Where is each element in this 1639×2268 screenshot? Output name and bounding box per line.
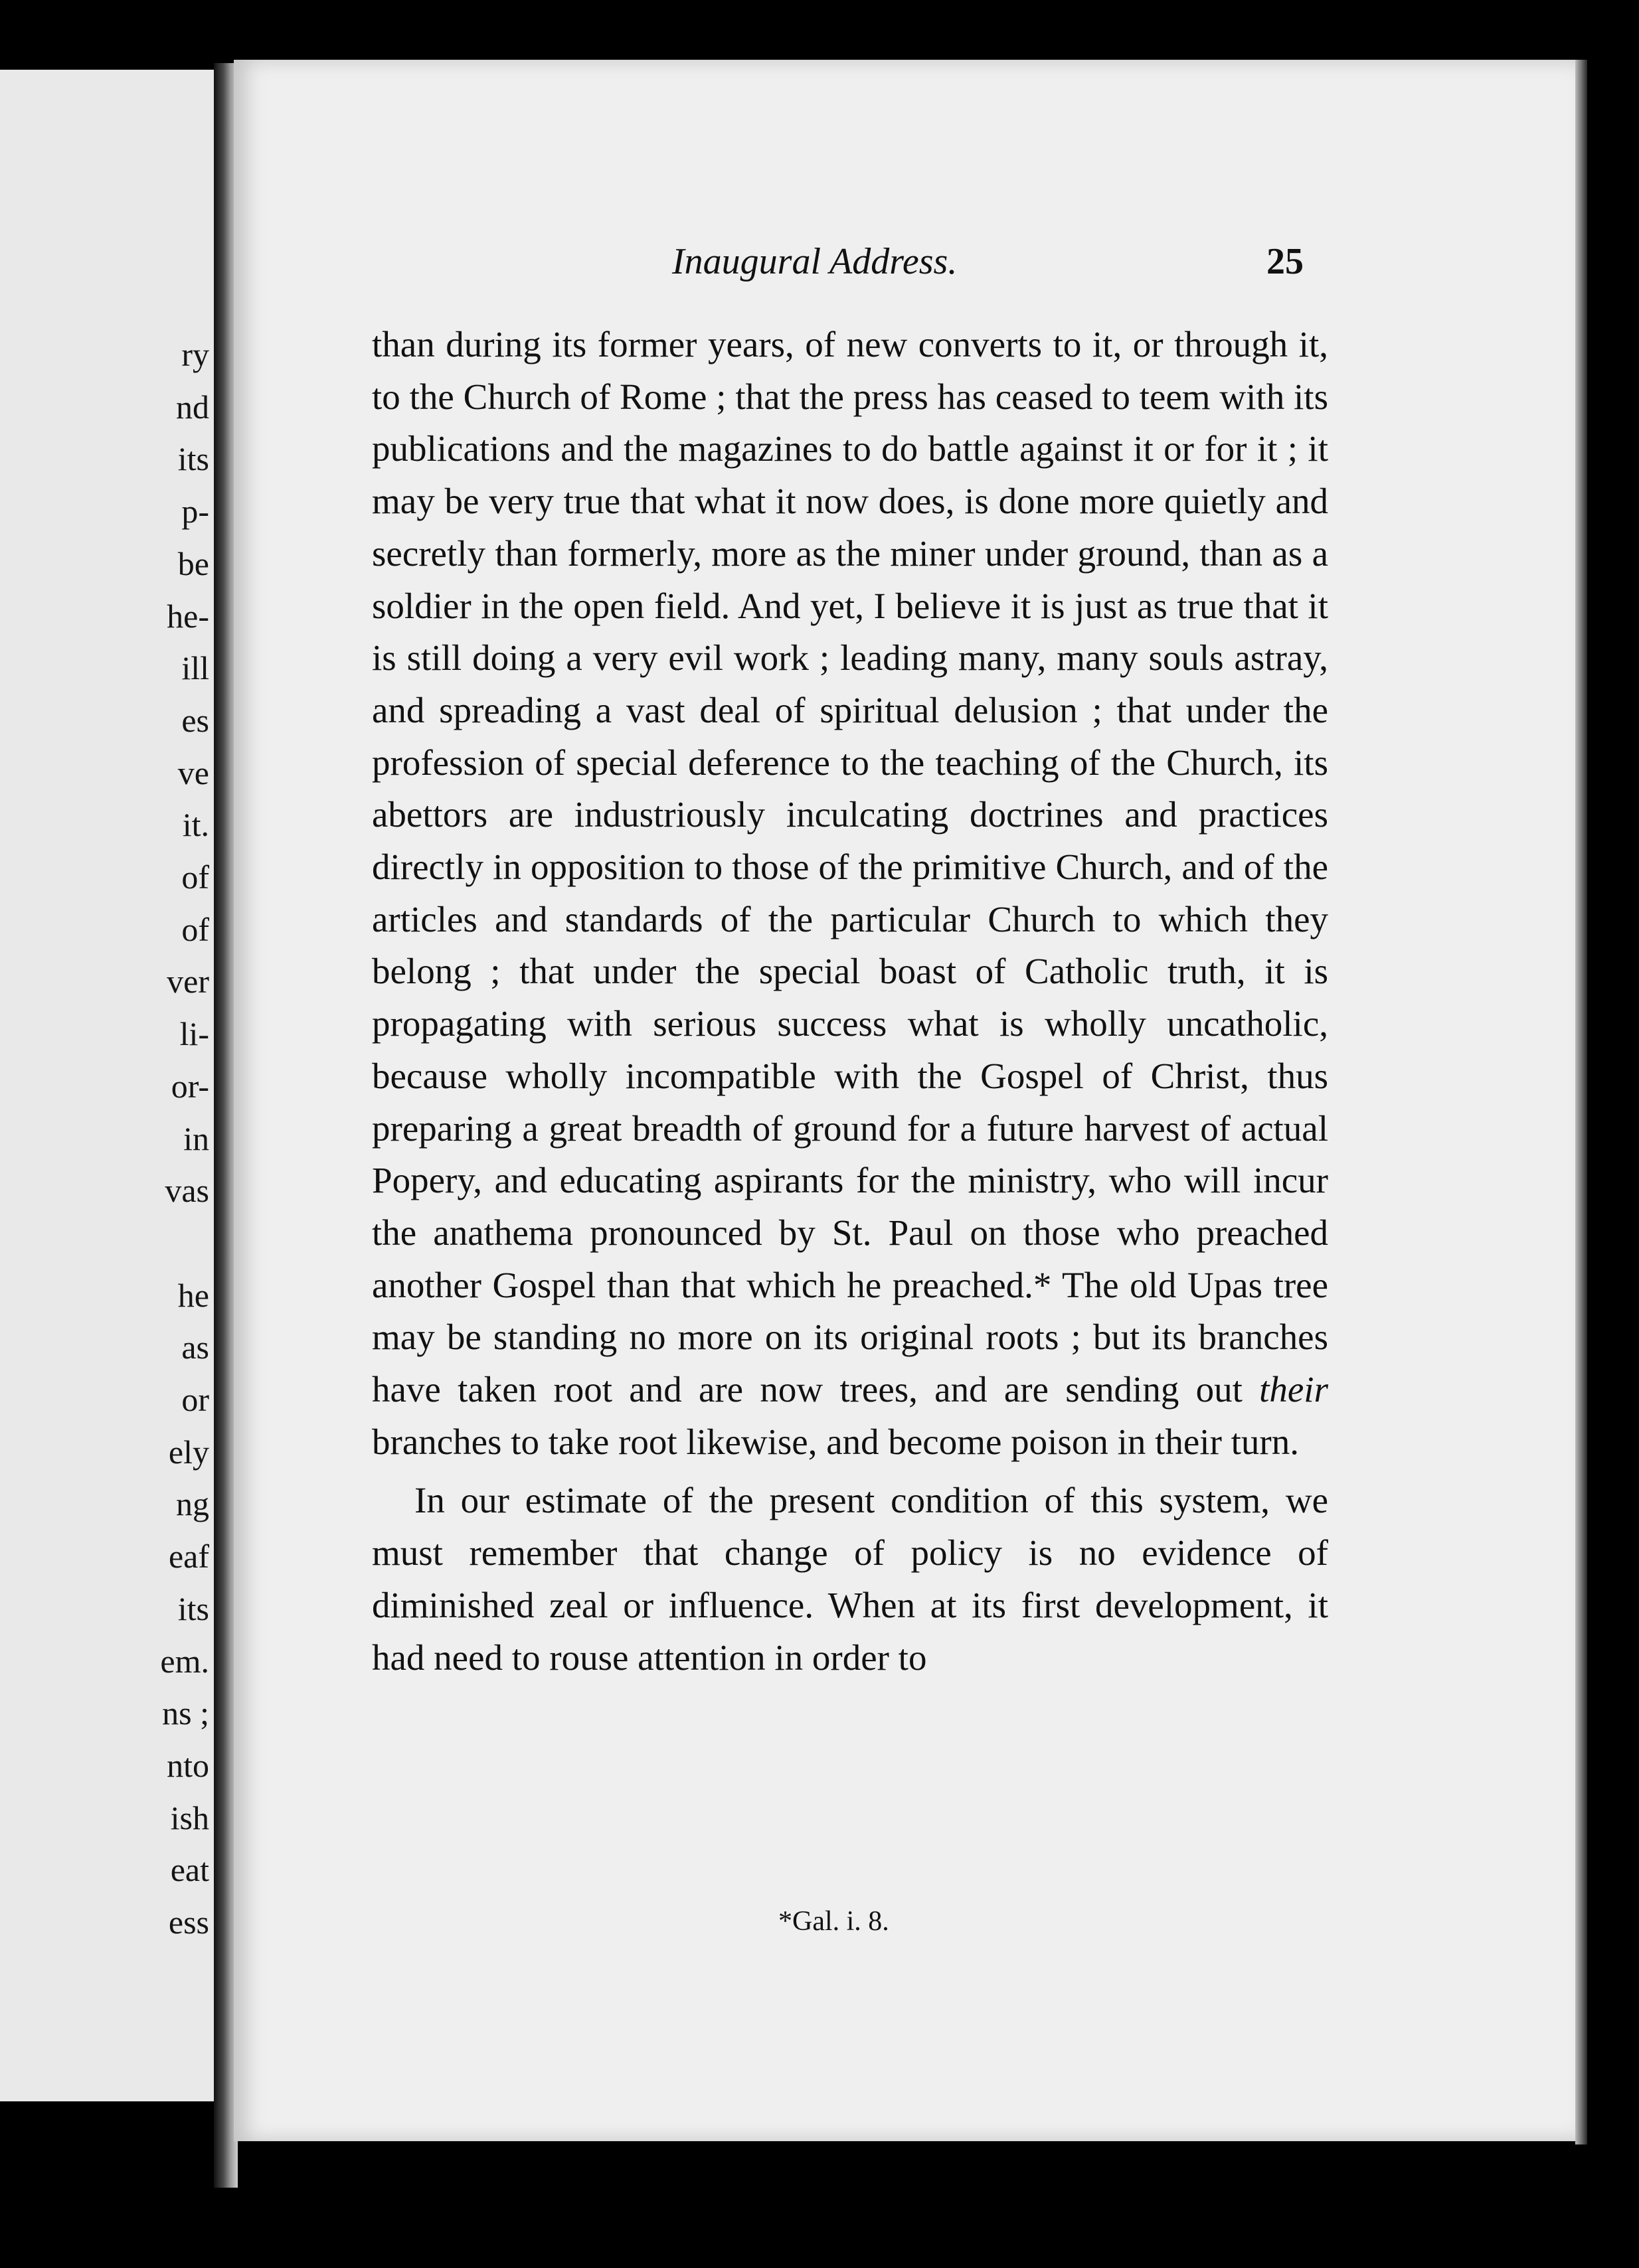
left-page-line: ry xyxy=(181,336,209,373)
left-page-line: be xyxy=(177,544,209,582)
left-page-line: ng xyxy=(176,1485,209,1523)
left-page-line: as xyxy=(181,1329,209,1366)
left-page-line: eaf xyxy=(168,1538,209,1576)
left-page-line: ns ; xyxy=(162,1694,209,1732)
page-number: 25 xyxy=(1266,241,1304,282)
left-page-line: its xyxy=(177,440,209,478)
left-page-line: p- xyxy=(181,493,209,530)
left-page-line: ely xyxy=(168,1433,209,1471)
left-page-line: eat xyxy=(170,1851,209,1889)
left-page-line: nto xyxy=(167,1746,209,1784)
left-page-line: of xyxy=(181,858,209,896)
left-page-line: nd xyxy=(176,388,209,426)
left-page-line: it. xyxy=(182,806,209,844)
left-page-line: em. xyxy=(160,1642,209,1680)
page-edge-shadow xyxy=(1575,60,1587,2145)
left-page-line: ill xyxy=(181,649,209,687)
paragraph-2: In our estimate of the present condition of this system, we must remember that change of policy is no evidence of diminished zeal or influence. When at its first development, it had need to rouse attention in order to xyxy=(372,1480,1328,1678)
left-page-line: li- xyxy=(179,1015,209,1053)
left-page-line: ess xyxy=(168,1903,209,1941)
previous-page-fragment xyxy=(0,70,229,2101)
book-page xyxy=(234,60,1575,2141)
left-page-line: its xyxy=(177,1589,209,1627)
left-page-line: or- xyxy=(171,1067,209,1105)
paragraph-1: than during its former years, of new converts to it, or through it, to the Church of Rome ; that the press has ceased to teem with its publications and the magazines to do battle against it or for it ; it may be very true that what it now does, is done more quietly and secretly than formerly, more as the miner under ground, than as a soldier in the open field. And yet, I believe it is just as true that it is still doing a very evil work ; leading many, many souls astray, and spreading a vast deal of spiritual delusion ; that under the profession of special deference to the teaching of the Church, its abettors are industriously inculcating doctrines and practices directly in opposition to those of the primitive Church, and of the articles and standards of the particular Church to which they belong ; that under the special boast of Catholic truth, it is propagating with serious success what is wholly uncatholic, because wholly incompatible with the Gospel of Christ, thus preparing a great breadth of ground for a future harvest of actual Popery, and educating aspirants for the ministry, who will incur the anathema pronounced by St. Paul on those who preached another Gospel than that which he preached.* The old Upas tree may be standing no more on its original roots ; but its branches have taken root and are now trees, and are sending out their branches to take root likewise, and become poison in their turn. xyxy=(372,324,1328,1462)
left-page-line: ish xyxy=(170,1799,209,1836)
left-page-line: ver xyxy=(167,963,209,1001)
running-head: Inaugural Address. xyxy=(672,241,958,282)
left-page-line: of xyxy=(181,910,209,948)
left-page-line: he xyxy=(177,1276,209,1314)
left-page-line: in xyxy=(183,1119,209,1157)
left-page-line: vas xyxy=(165,1172,209,1210)
left-page-line: es xyxy=(181,701,209,739)
left-page-line: he- xyxy=(167,597,209,635)
left-page-line: ve xyxy=(177,754,209,791)
page-header xyxy=(234,240,1575,293)
emphasized-word: their xyxy=(1259,1369,1328,1410)
body-text xyxy=(372,319,1328,1684)
left-page-line: or xyxy=(181,1381,209,1418)
footnote: *Gal. i. 8. xyxy=(778,1906,889,1937)
